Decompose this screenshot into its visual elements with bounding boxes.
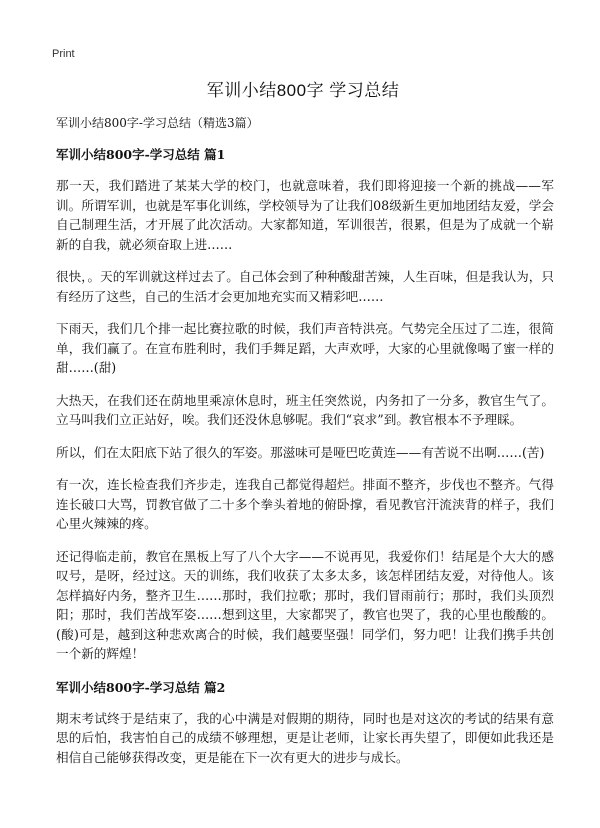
section-1	[52, 147, 554, 664]
paragraph: 有一次，连长检查我们齐步走，连我自己都觉得超烂。排面不整齐，步伐也不整齐。气得连长破口大骂，罚教官做了二十多个拳头着地的俯卧撑，看见教官汗流浃背的样子，我们心里火辣辣的疼。	[56, 477, 554, 531]
paragraph: 期末考试终于是结束了，我的心中满是对假期的期待，同时也是对这次的考试的结果有意思的后怕，我害怕自己的成绩不够理想，更是让老师，让家长再失望了，即便如此我还是相信自己能够获得改变，更是能在下一次有更大的进步与成长。	[56, 710, 554, 765]
section-heading: 军训小结800字-学习总结 篇1	[56, 147, 226, 162]
paragraph: 还记得临走前，教官在黑板上写了八个大字——不说再见，我爱你们！结尾是个大大的感叹号，是呀，经过这。天的训练，我们收获了太多太多，该怎样团结友爱，对待他人。该怎样搞好内务，整齐卫生……那时，我们拉歌；那时，我们冒雨前行；那时，我们头顶烈阳；那时，我们苦战军姿……想到这里，大家都哭了，教官也哭了，我的心里也酸酸的。(酸)可是，越到这种悲欢离合的时候，我们越要坚强！同学们，努力吧！让我们携手共创一个新的辉煌！	[56, 548, 554, 661]
document-title: 军训小结800字 学习总结	[206, 81, 400, 100]
paragraph: 下雨天，我们几个排一起比赛拉歌的时候，我们声音特洪亮。气势完全压过了二连，很简单，我们赢了。在宣布胜利时，我们手舞足蹈，大声欢呼，大家的心里就像喝了蜜一样的甜……(甜)	[56, 321, 554, 375]
paragraph: 大热天，在我们还在荫地里乘凉休息时，班主任突然说，内务扣了一分多，教官生气了。立马叫我们立正站好，唉。我们还没休息够呢。我们“哀求”到。教官根本不予理睬。	[56, 392, 554, 427]
section-2	[52, 680, 554, 768]
document-subtitle: 军训小结800字-学习总结（精选3篇）	[56, 116, 259, 130]
paragraph: 所以，们在太阳底下站了很久的军姿。那滋味可是哑巴吃黄连——有苦说不出啊……(苦)	[56, 444, 545, 460]
section-heading: 军训小结800字-学习总结 篇2	[56, 679, 226, 695]
paragraph: 很快，。天的军训就这样过去了。自己体会到了种种酸甜苦辣，人生百味，但是我认为，只有经历了这些，自己的生活才会更加地充实而又精彩吧……	[56, 269, 554, 304]
print-label: Print	[52, 48, 75, 60]
paragraph: 那一天，我们踏进了某某大学的校门，也就意味着，我们即将迎接一个新的挑战——军训。所谓军训，也就是军事化训练，学校领导为了让我们08级新生更加地团结友爱，学会自己制理生活，才开展了此次活动。大家都知道，军训很苦，很累，但是为了成就一个崭新的自我，就必须奋取上进……	[56, 178, 554, 252]
